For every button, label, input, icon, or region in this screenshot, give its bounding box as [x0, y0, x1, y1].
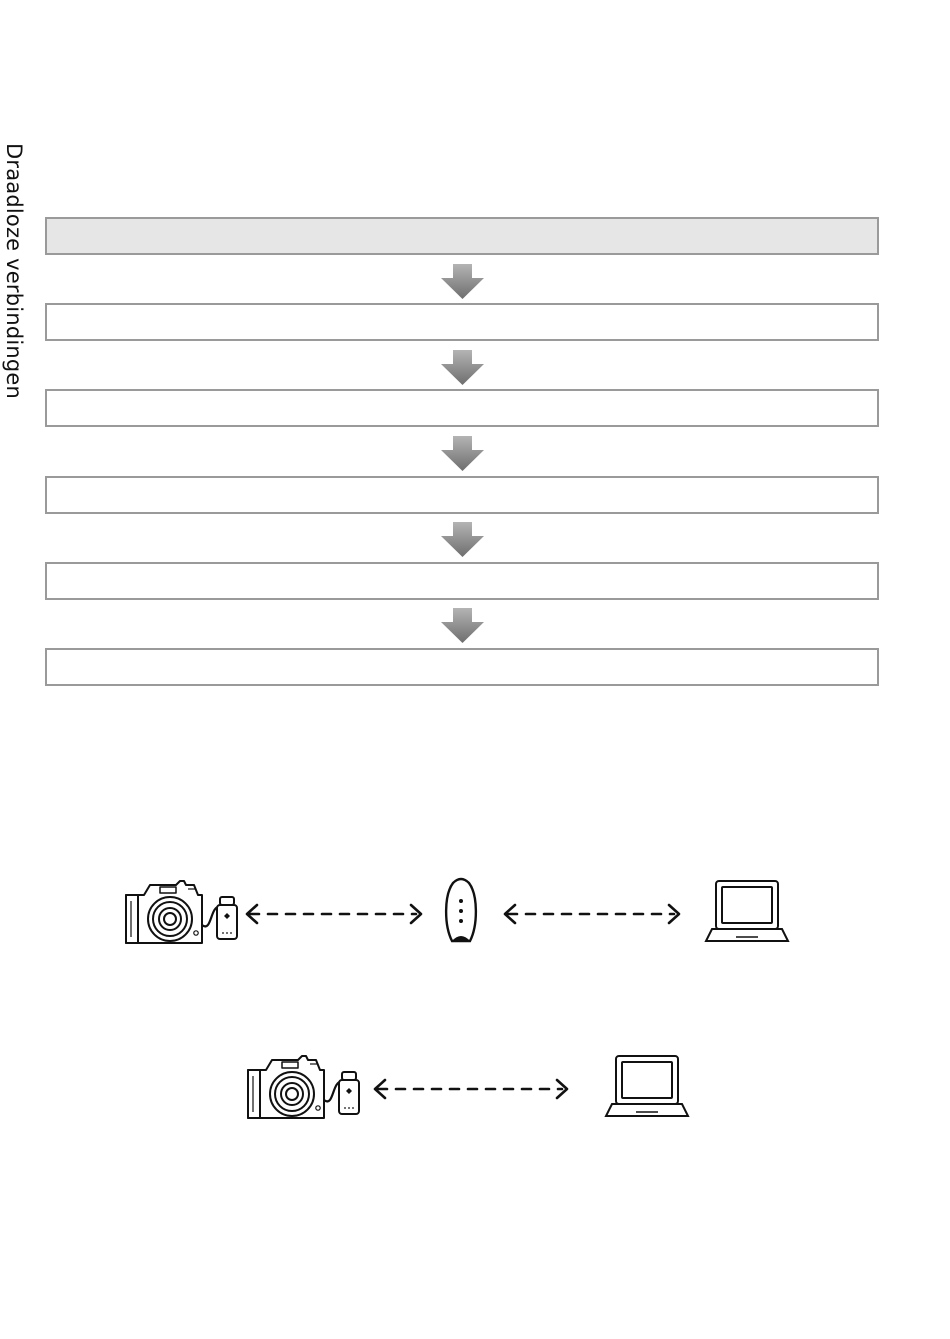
step-box-4 [45, 476, 879, 514]
step-box-6 [45, 648, 879, 686]
down-arrow-icon [440, 608, 485, 644]
step-box-1 [45, 217, 879, 255]
wireless-transmitter-icon [339, 1072, 359, 1114]
dashed-double-arrow-icon [247, 905, 421, 923]
step-box-3 [45, 389, 879, 427]
down-arrow-icon [440, 436, 485, 472]
down-arrow-icon [440, 522, 485, 558]
laptop-icon [606, 1056, 688, 1116]
access-point-icon [446, 879, 476, 941]
step-box-5 [45, 562, 879, 600]
section-title: Draadloze verbindingen [2, 143, 26, 400]
down-arrow-icon [440, 350, 485, 386]
laptop-icon [706, 881, 788, 941]
down-arrow-icon [440, 264, 485, 300]
network-mode-diagram [120, 875, 800, 955]
camera-icon [248, 1056, 324, 1118]
direct-mode-diagram [242, 1050, 702, 1130]
dashed-double-arrow-icon [375, 1080, 567, 1098]
dashed-double-arrow-icon [505, 905, 679, 923]
camera-icon [126, 881, 202, 943]
wireless-transmitter-icon [217, 897, 237, 939]
step-box-2 [45, 303, 879, 341]
